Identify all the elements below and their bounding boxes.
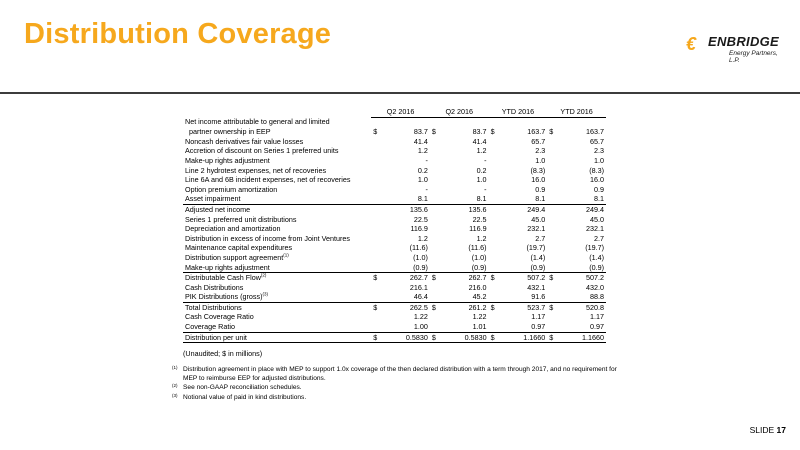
currency-symbol — [489, 194, 499, 204]
table-header-row — [183, 107, 606, 117]
table-cell: 216.1 — [409, 282, 428, 292]
row-label-text: Total Distributions — [185, 302, 242, 312]
table-cell: 1.0 — [594, 155, 604, 165]
table-cell: 45.0 — [531, 214, 546, 224]
currency-symbol — [430, 234, 440, 244]
row-label-text: Net income attributable to general and limited — [185, 117, 330, 127]
row-label — [183, 224, 371, 234]
row-label-text: Line 2 hydrotest expenses, net of recoveries — [185, 165, 327, 175]
currency-symbol — [371, 234, 381, 244]
row-label — [183, 215, 371, 225]
table-row — [183, 234, 606, 244]
table-cell: 2.7 — [594, 233, 604, 243]
table-cell: 16.0 — [531, 175, 546, 185]
row-label-text: Distribution per unit — [185, 332, 247, 342]
currency-symbol: $ — [430, 273, 440, 283]
row-label-text: Depreciation and amortization — [185, 224, 281, 234]
currency-symbol — [371, 175, 381, 185]
row-label-text: Adjusted net income — [185, 204, 251, 214]
currency-symbol — [430, 215, 440, 225]
row-label-text: Distribution in excess of income from Joint Ventures — [185, 233, 350, 243]
table-cell: 65.7 — [590, 136, 604, 146]
table-cell: 0.2 — [476, 165, 487, 175]
table-cell: 507.2 — [499, 273, 548, 283]
currency-symbol — [489, 263, 499, 273]
row-label-text: Noncash derivatives fair value losses — [185, 136, 304, 146]
currency-symbol — [371, 117, 381, 127]
table-cell: (11.6) — [468, 243, 487, 253]
currency-symbol — [547, 204, 557, 214]
table-cell: 91.6 — [531, 292, 546, 302]
table-row — [183, 146, 606, 156]
currency-symbol — [430, 263, 440, 273]
row-label — [183, 146, 371, 156]
table-cell: 16.0 — [590, 175, 604, 185]
row-label-text: Distributable Cash Flow — [185, 273, 261, 283]
footnote — [172, 383, 622, 392]
footnote-text: Distribution agreement in place with MEP to support 1.0x coverage of the then declared distribution with a term through 2017, and no requirement for MEP to reimburse EEP for adjusted distributions. — [183, 366, 617, 382]
table-cell: - — [425, 184, 428, 194]
table-cell: 22.5 — [413, 214, 428, 224]
row-label-text: Make-up rights adjustment — [185, 262, 270, 272]
distribution-coverage-table — [183, 107, 606, 343]
table-cell: 46.4 — [413, 292, 428, 302]
currency-symbol — [489, 175, 499, 185]
currency-symbol — [489, 166, 499, 176]
table-cell: 262.7 — [440, 273, 489, 283]
table-cell: 1.22 — [413, 312, 428, 322]
table-cell: 8.1 — [594, 194, 604, 204]
currency-symbol — [489, 117, 499, 127]
footnote-marker: (3) — [172, 393, 178, 398]
table-cell: (0.9) — [471, 262, 487, 272]
table-cell: 116.9 — [410, 224, 428, 234]
table-cell: 8.1 — [535, 194, 546, 204]
row-label-text: partner ownership in EEP — [189, 127, 271, 137]
currency-symbol: $ — [430, 302, 440, 312]
table-cell: 163.7 — [586, 127, 604, 137]
currency-symbol: $ — [373, 127, 378, 137]
table-row — [183, 332, 606, 343]
table-cell: 83.7 — [472, 127, 487, 137]
table-cell: 8.1 — [476, 194, 487, 204]
currency-symbol — [371, 185, 381, 195]
table-cell: 2.3 — [535, 146, 546, 156]
row-label-text: Series 1 preferred unit distributions — [185, 214, 297, 224]
currency-symbol — [489, 146, 499, 156]
row-label — [183, 204, 371, 214]
column-header: YTD 2016 — [489, 107, 548, 117]
table-row — [183, 283, 606, 293]
table-cell: 0.9 — [535, 184, 546, 194]
table-cell: 249.4 — [499, 204, 548, 214]
currency-symbol — [489, 243, 499, 253]
table-cell — [557, 117, 606, 127]
table-cell: 0.2 — [417, 165, 428, 175]
row-label — [183, 234, 371, 244]
currency-symbol — [547, 263, 557, 273]
currency-symbol — [371, 194, 381, 204]
currency-symbol — [489, 292, 499, 302]
page-title: Distribution Coverage — [24, 18, 332, 50]
currency-symbol — [371, 204, 381, 214]
table-cell: 1.2 — [476, 146, 487, 156]
table-cell — [440, 117, 489, 127]
currency-symbol — [547, 243, 557, 253]
currency-symbol — [371, 263, 381, 273]
table-cell: (11.6) — [409, 243, 428, 253]
table-cell — [499, 117, 548, 127]
currency-symbol — [547, 194, 557, 204]
column-header: Q2 2016 — [430, 107, 489, 117]
table-row — [183, 127, 606, 137]
table-cell: 432.1 — [527, 282, 546, 292]
currency-symbol — [371, 312, 381, 322]
row-label-text: Cash Distributions — [185, 282, 244, 292]
table-row — [183, 312, 606, 322]
table-cell: 1.2 — [417, 146, 428, 156]
footnote-marker: (2) — [172, 383, 178, 388]
currency-symbol — [371, 283, 381, 293]
table-cell: 1.22 — [472, 312, 487, 322]
row-label-text: Coverage Ratio — [185, 322, 235, 332]
table-cell: 1.17 — [590, 312, 604, 322]
table-cell: 83.7 — [413, 127, 428, 137]
table-cell: 0.97 — [531, 322, 546, 332]
row-label-text: Line 6A and 6B incident expenses, net of recoveries — [185, 175, 351, 185]
currency-symbol — [430, 243, 440, 253]
table-cell: 2.3 — [594, 146, 604, 156]
currency-symbol — [371, 243, 381, 253]
footnote-ref: (2) — [260, 272, 267, 278]
table-cell: 41.4 — [472, 136, 487, 146]
currency-symbol: $ — [489, 302, 499, 312]
table-cell: 0.97 — [590, 322, 604, 332]
currency-symbol — [489, 312, 499, 322]
footnote-text: See non-GAAP reconciliation schedules. — [183, 384, 302, 391]
row-label — [183, 312, 371, 322]
row-label — [183, 194, 371, 204]
currency-symbol — [489, 253, 499, 263]
currency-symbol — [430, 322, 440, 332]
row-label — [183, 292, 371, 302]
currency-symbol: $ — [431, 127, 436, 137]
table-cell: 232.1 — [527, 224, 546, 234]
table-cell: 216.0 — [468, 282, 487, 292]
table-cell: 1.2 — [476, 233, 487, 243]
table-cell: 22.5 — [472, 214, 487, 224]
table-row — [183, 204, 606, 214]
table-cell: (1.4) — [530, 252, 546, 262]
table-cell: 0.9 — [594, 184, 604, 194]
currency-symbol — [371, 253, 381, 263]
row-label — [183, 156, 371, 166]
table-cell: 116.9 — [469, 224, 487, 234]
footnote-ref: (1) — [283, 252, 289, 258]
table-cell: 1.1660 — [557, 332, 606, 343]
currency-symbol — [489, 137, 499, 147]
table-cell: 520.8 — [557, 302, 606, 312]
table-row — [183, 322, 606, 332]
table-cell: 1.00 — [413, 322, 428, 332]
column-header: YTD 2016 — [547, 107, 606, 117]
table-cell: (1.4) — [589, 252, 604, 262]
footnote-marker: (1) — [172, 365, 178, 370]
table-cell: 1.0 — [535, 155, 546, 165]
table-cell: (1.0) — [413, 252, 428, 262]
currency-symbol — [430, 253, 440, 263]
currency-symbol — [430, 175, 440, 185]
table-cell: 2.7 — [535, 233, 546, 243]
table-cell: 45.2 — [472, 292, 487, 302]
row-label — [183, 253, 371, 263]
table-cell: 135.6 — [381, 204, 430, 214]
currency-symbol — [430, 117, 440, 127]
currency-symbol: $ — [489, 273, 499, 283]
table-row — [183, 137, 606, 147]
table-cell: 0.5830 — [381, 332, 430, 343]
currency-symbol — [547, 224, 557, 234]
currency-symbol: $ — [430, 332, 440, 343]
table-cell: (8.3) — [589, 165, 604, 175]
table-cell — [381, 117, 430, 127]
table-cell: - — [484, 184, 487, 194]
currency-symbol — [547, 137, 557, 147]
table-cell: 262.5 — [381, 302, 430, 312]
table-cell: 65.7 — [531, 136, 546, 146]
table-cell: (1.0) — [471, 252, 487, 262]
row-label — [183, 283, 371, 293]
table-cell: 507.2 — [557, 273, 606, 283]
row-label — [183, 273, 371, 283]
currency-symbol — [371, 156, 381, 166]
currency-symbol: $ — [371, 302, 381, 312]
table-cell: 232.1 — [586, 224, 604, 234]
table-cell: 1.1660 — [499, 332, 548, 343]
table-cell: - — [425, 155, 428, 165]
table-cell: 88.8 — [590, 292, 604, 302]
currency-symbol: $ — [489, 332, 499, 343]
table-row — [183, 302, 606, 312]
table-cell: (8.3) — [530, 165, 546, 175]
table-row — [183, 253, 606, 263]
row-label — [183, 166, 371, 176]
row-label-text: Distribution support agreement — [185, 252, 284, 262]
currency-symbol — [430, 137, 440, 147]
currency-symbol — [371, 215, 381, 225]
row-label — [183, 117, 371, 127]
currency-symbol: $ — [547, 302, 557, 312]
currency-symbol — [489, 215, 499, 225]
currency-symbol — [371, 146, 381, 156]
table-row — [183, 156, 606, 166]
currency-symbol — [547, 322, 557, 332]
table-row — [183, 175, 606, 185]
table-cell: 1.2 — [417, 233, 428, 243]
table-row — [183, 194, 606, 204]
currency-symbol — [547, 234, 557, 244]
table-cell: (19.7) — [526, 243, 546, 253]
table-cell: - — [484, 155, 487, 165]
table-cell: 523.7 — [499, 302, 548, 312]
currency-symbol — [430, 185, 440, 195]
footnote-text: Notional value of paid in kind distributions. — [183, 394, 307, 401]
table-row — [183, 224, 606, 234]
table-cell: 1.0 — [476, 175, 487, 185]
table-cell: 0.5830 — [440, 332, 489, 343]
currency-symbol — [547, 117, 557, 127]
row-label-text: Make-up rights adjustment — [185, 155, 270, 165]
row-label — [183, 175, 371, 185]
currency-symbol — [489, 156, 499, 166]
row-label — [183, 263, 371, 273]
currency-symbol — [547, 253, 557, 263]
table-cell: (0.9) — [589, 262, 604, 272]
currency-symbol — [489, 283, 499, 293]
table-cell: 262.7 — [381, 273, 430, 283]
table-cell: 1.0 — [417, 175, 428, 185]
table-cell: 163.7 — [527, 127, 546, 137]
currency-symbol — [430, 194, 440, 204]
row-label — [183, 185, 371, 195]
company-logo — [686, 32, 786, 66]
row-label — [183, 127, 371, 137]
currency-symbol — [547, 175, 557, 185]
currency-symbol — [547, 312, 557, 322]
currency-symbol — [489, 204, 499, 214]
currency-symbol — [430, 292, 440, 302]
slide-number-value: 17 — [776, 425, 786, 435]
table-row — [183, 185, 606, 195]
currency-symbol — [371, 166, 381, 176]
currency-symbol — [371, 137, 381, 147]
table-cell: 1.01 — [472, 322, 487, 332]
table-cell: 45.0 — [590, 214, 604, 224]
currency-symbol — [371, 292, 381, 302]
table-cell: 1.17 — [531, 312, 546, 322]
currency-symbol — [547, 146, 557, 156]
currency-symbol — [547, 185, 557, 195]
row-label-text: Maintenance capital expenditures — [185, 243, 293, 253]
table-cell: 432.0 — [586, 282, 604, 292]
row-label — [183, 243, 371, 253]
footnote — [172, 365, 622, 383]
table-row — [183, 166, 606, 176]
logo-subtitle: Energy Partners, L.P. — [729, 50, 778, 64]
row-label-text: Cash Coverage Ratio — [185, 312, 254, 322]
column-header: Q2 2016 — [371, 107, 430, 117]
table-cell: (0.9) — [413, 262, 428, 272]
currency-symbol — [430, 224, 440, 234]
currency-symbol: $ — [490, 127, 495, 137]
table-cell: 261.2 — [440, 302, 489, 312]
table-row — [183, 243, 606, 253]
currency-symbol: $ — [371, 273, 381, 283]
table-cell: 8.1 — [417, 194, 428, 204]
table-cell: 249.4 — [557, 204, 606, 214]
slide-number — [750, 425, 786, 435]
slide-label: SLIDE — [749, 425, 775, 435]
currency-symbol — [547, 215, 557, 225]
currency-symbol — [430, 283, 440, 293]
row-label — [183, 137, 371, 147]
row-label-text: Option premium amortization — [185, 184, 278, 194]
table-cell: 41.4 — [413, 136, 428, 146]
row-label — [183, 322, 371, 332]
currency-symbol: $ — [547, 332, 557, 343]
table-cell: (19.7) — [585, 243, 604, 253]
table-row — [183, 292, 606, 302]
row-label-text: Accretion of discount on Series 1 preferred units — [185, 146, 339, 156]
currency-symbol: $ — [371, 332, 381, 343]
currency-symbol — [489, 322, 499, 332]
currency-symbol: $ — [549, 127, 554, 137]
header-divider — [0, 92, 800, 94]
currency-symbol — [371, 322, 381, 332]
currency-symbol — [547, 292, 557, 302]
currency-symbol — [547, 166, 557, 176]
table-cell: 135.6 — [440, 204, 489, 214]
row-label — [183, 302, 371, 312]
currency-symbol — [430, 312, 440, 322]
table-row — [183, 117, 606, 127]
table-cell: (0.9) — [530, 262, 546, 272]
footnote-ref: (3) — [262, 291, 268, 297]
currency-symbol — [430, 146, 440, 156]
currency-symbol — [430, 166, 440, 176]
table-row — [183, 215, 606, 225]
currency-symbol — [430, 204, 440, 214]
row-label-text: Asset impairment — [185, 194, 241, 204]
unaudited-note: (Unaudited; $ in millions) — [183, 349, 263, 358]
currency-symbol — [489, 185, 499, 195]
row-label-text: PIK Distributions (gross) — [185, 292, 263, 302]
currency-symbol — [489, 234, 499, 244]
enbridge-e-icon: € — [686, 34, 697, 54]
currency-symbol — [430, 156, 440, 166]
currency-symbol — [547, 283, 557, 293]
table-row — [183, 263, 606, 273]
footnote — [172, 393, 622, 402]
table-row — [183, 273, 606, 283]
row-label — [183, 332, 371, 343]
currency-symbol: $ — [547, 273, 557, 283]
currency-symbol — [547, 156, 557, 166]
currency-symbol — [489, 224, 499, 234]
logo-brand: ENBRIDGE — [708, 34, 780, 49]
currency-symbol — [371, 224, 381, 234]
